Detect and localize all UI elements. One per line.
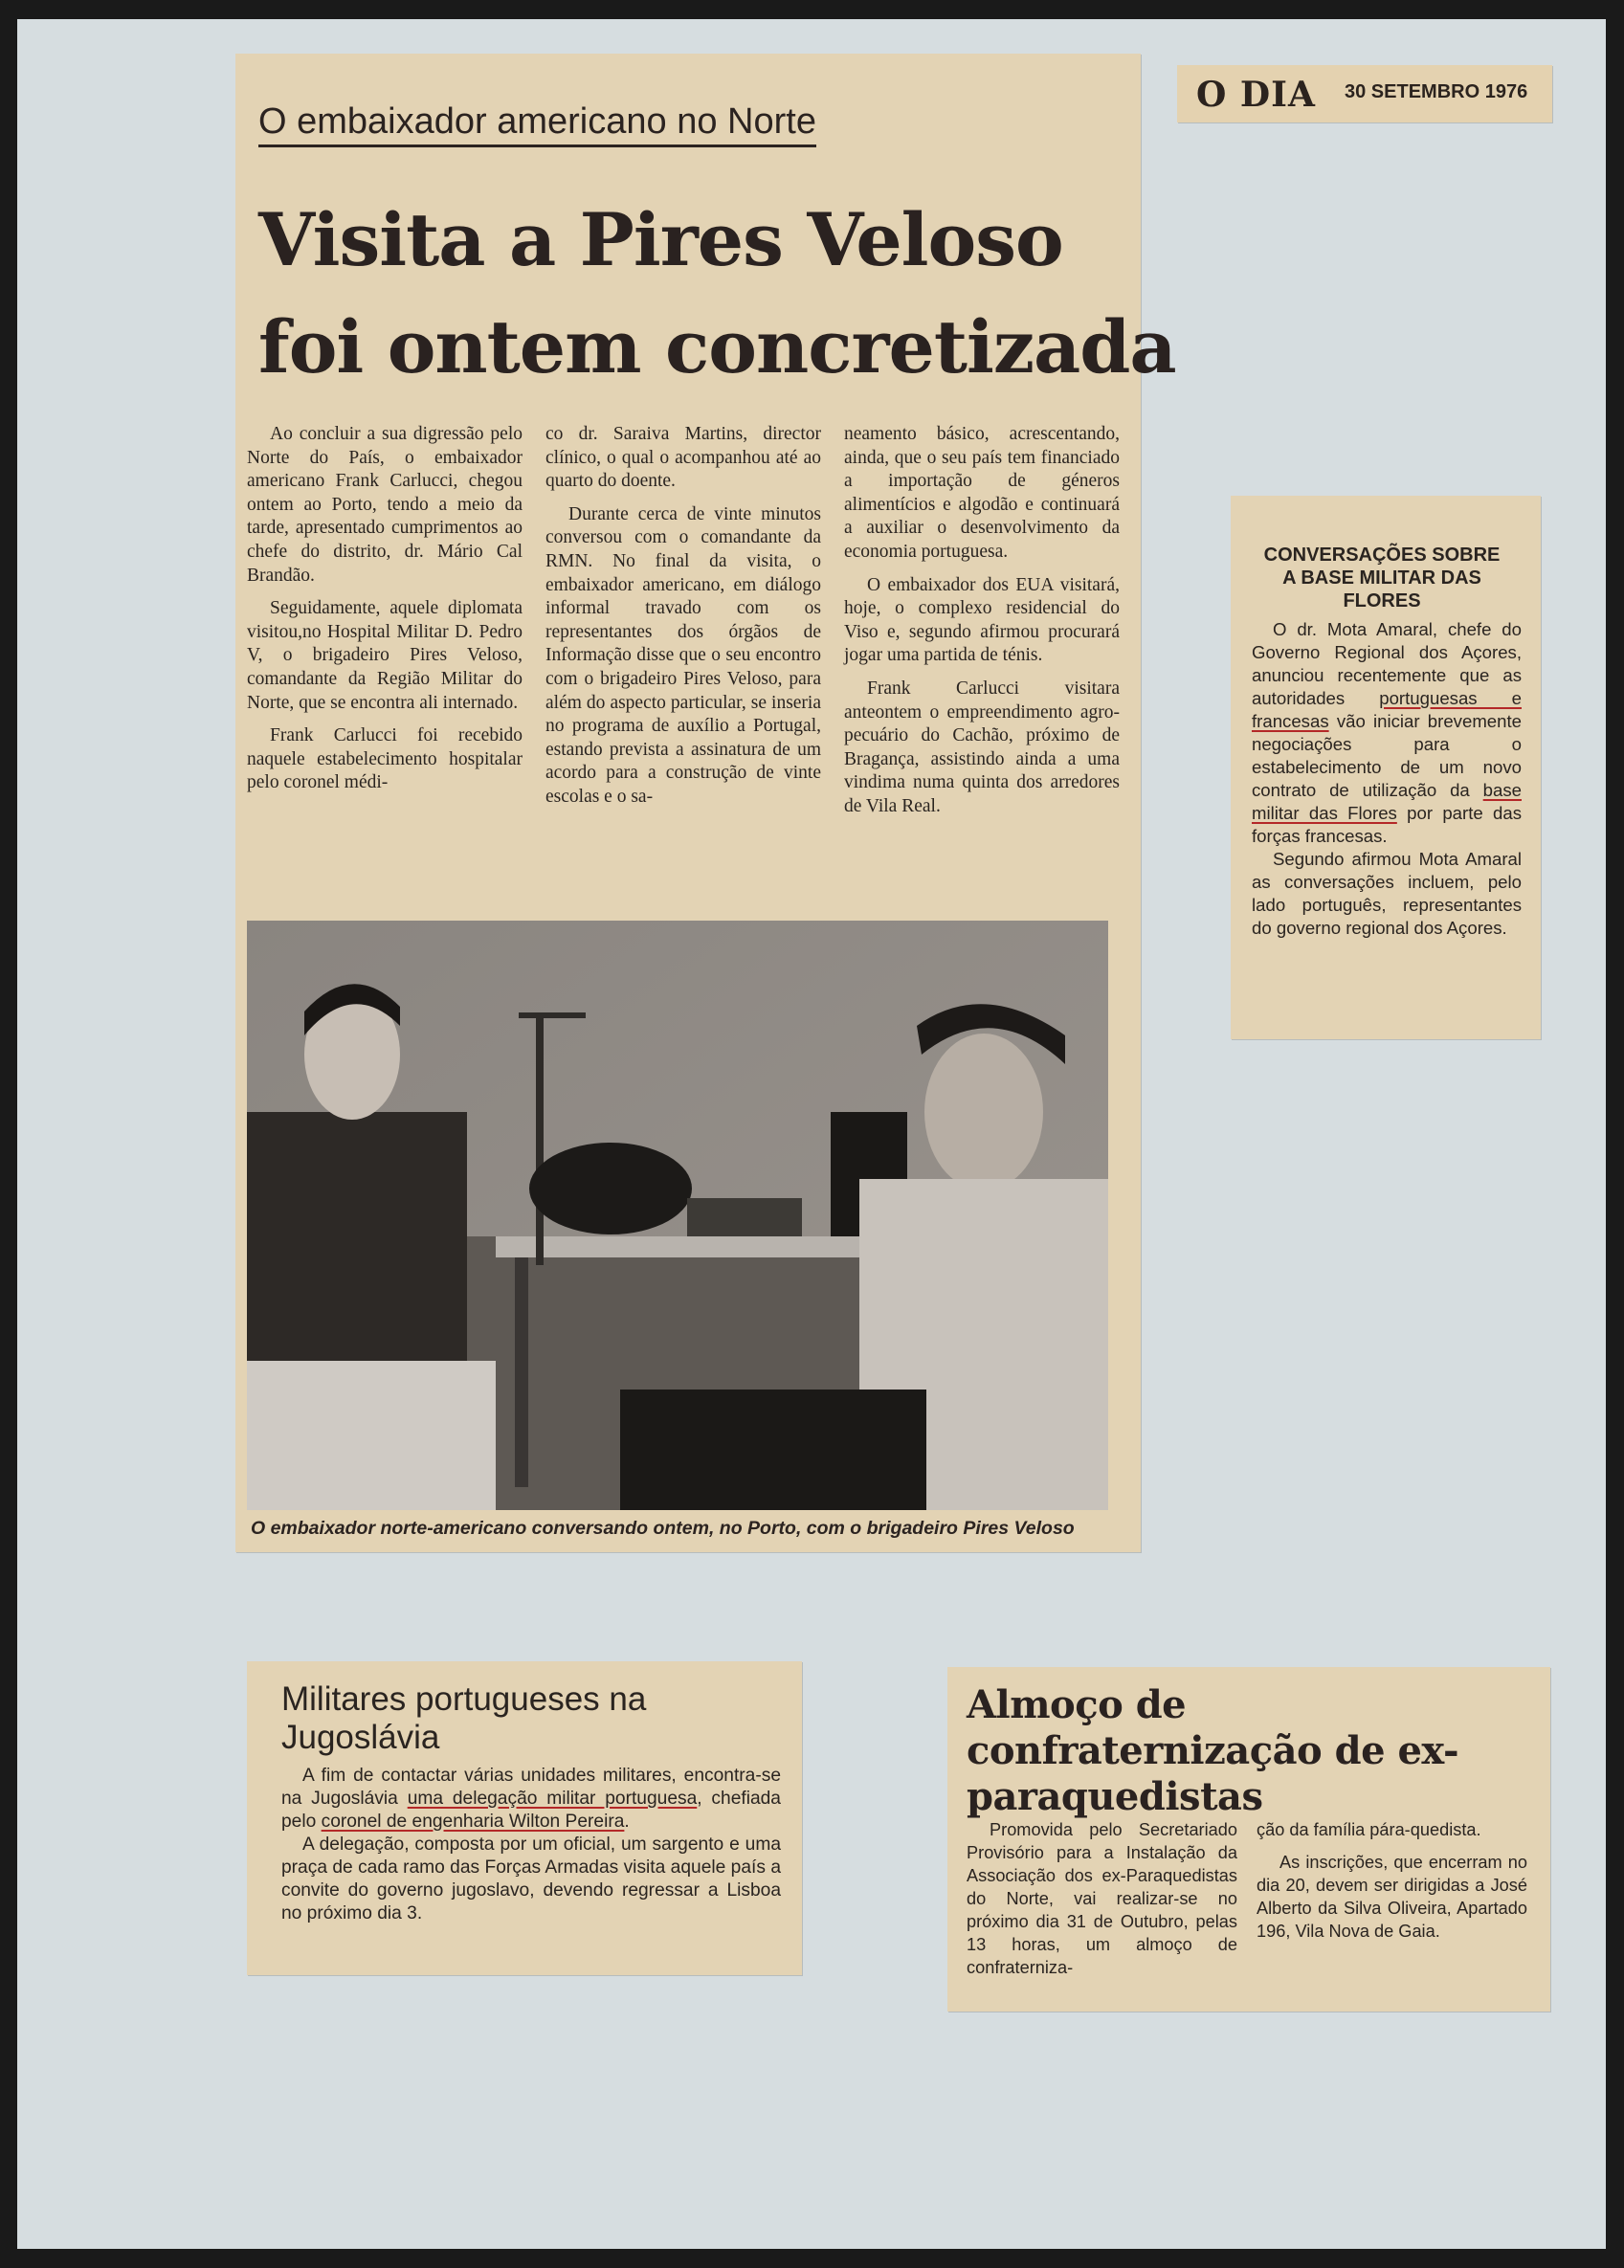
sidebar-paragraph-2: Segundo afirmou Mota Amaral as conversações incluem, pelo lado português, representantes do governo regional dos Açores. (1252, 849, 1522, 938)
paragraph: Seguidamente, aquele diplomata visitou,no Hospital Militar D. Pedro V, o brigadeiro Pires Veloso, comandante da Região Militar do Norte, que se encontra ali internado. (247, 598, 523, 713)
headline-line-1: Visita a Pires Veloso (258, 197, 1063, 282)
sidebar-headline: CONVERSAÇÕES SOBRE A BASE MILITAR DAS FLORES (1263, 545, 1501, 611)
paragraph: Ao concluir a sua digressão pelo Norte do País, o embaixador americano Frank Carlucci, chegou ontem ao Porto, tendo a meio da tarde, apresentado cumprimentos ao chefe do distrito, dr. Mário Cal Brandão. (247, 424, 523, 586)
underlined-phrase: coronel de engenharia Wilton Pereira (321, 1812, 625, 1832)
article-body (247, 423, 1120, 829)
paraquedistas-clipping (947, 1667, 1550, 2012)
paraquedistas-body (967, 1818, 1527, 1989)
article-column-2 (545, 423, 821, 829)
paragraph: Frank Carlucci visitara anteontem o empreendimento agro-pecuário do Cachão, próximo de Bragança, assistindo ainda a uma vindima numa quinta dos arredores de Vila Real. (844, 678, 1120, 816)
jugoslavia-paragraph-2: A delegação, composta por um oficial, um sargento e uma praça de cada ramo das Forças Armadas visita aquele país a convite do governo jugoslavo, devendo regressar a Lisboa no próximo dia 3. (281, 1834, 781, 1923)
archive-sheet (17, 19, 1606, 2249)
newspaper-name: O DIA (1196, 75, 1316, 115)
paraquedistas-column-1 (967, 1818, 1237, 1989)
article-column-3 (844, 423, 1120, 829)
paraquedistas-headline: Almoço de confraternização de ex-paraquedistas (967, 1682, 1459, 1819)
paraquedistas-column-2 (1257, 1818, 1527, 1989)
article-column-1 (247, 423, 523, 829)
sidebar-body (1252, 618, 1522, 940)
paragraph: Promovida pelo Secretariado Provisório para a Instalação da Associação dos ex-Paraquedistas do Norte, vai realizar-se no próximo dia 31 de Outubro, pelas 13 horas, um almoço de confraterniza- (967, 1820, 1237, 1977)
jugoslavia-paragraph-1: A fim de contactar várias unidades militares, encontra-se na Jugoslávia uma delegação militar portuguesa, chefiada pelo coronel de engenharia Wilton Pereira. (281, 1766, 781, 1832)
jugoslavia-clipping (247, 1661, 802, 1975)
paragraph: neamento básico, acrescentando, ainda, que o seu país tem financiado a importação de géneros alimentícios e algodão e continuará a auxiliar o desenvolvimento da economia portuguesa. (844, 424, 1120, 562)
paragraph: O embaixador dos EUA visitará, hoje, o complexo residencial do Viso e, segundo afirmou procurará jogar uma partida de ténis. (844, 574, 1120, 666)
paragraph: Durante cerca de vinte minutos conversou com o comandante da RMN. No final da visita, o embaixador americano, em diálogo informal travado com os representantes dos órgãos de Informação disse que o seu encontro com o brigadeiro Pires Veloso, para além do aspecto particular, se inseria no programa de auxílio a Portugal, estando prevista a assinatura de um acordo para a construção de vinte escolas e o sa- (545, 503, 821, 807)
headline-line-2: foi ontem concretizada (258, 304, 1176, 389)
paragraph: ção da família pára-quedista. (1257, 1820, 1481, 1839)
article-photo (247, 921, 1108, 1510)
article-kicker: O embaixador americano no Norte (258, 101, 816, 147)
underlined-phrase: base militar das Flores (1252, 780, 1522, 823)
paragraph: co dr. Saraiva Martins, director clínico, o qual o acompanhou até ao quarto do doente. (545, 424, 821, 492)
paragraph: As inscrições, que encerram no dia 20, devem ser dirigidas a José Alberto da Silva Oliveira, Apartado 196, Vila Nova de Gaia. (1257, 1853, 1527, 1941)
sidebar-paragraph-1: O dr. Mota Amaral, chefe do Governo Regional dos Açores, anunciou recentemente que as autoridades portuguesas e francesas vão iniciar brevemente negociações para o estabelecimento de um novo contrato de utilização da base militar das Flores por parte das forças francesas. (1252, 619, 1522, 846)
underlined-phrase: portuguesas e francesas (1252, 688, 1522, 731)
main-article-clipping (235, 54, 1176, 1552)
photo-caption: O embaixador norte-americano conversando ontem, no Porto, com o brigadeiro Pires Veloso (251, 1518, 1075, 1539)
newspaper-date: 30 SETEMBRO 1976 (1345, 81, 1528, 102)
paragraph: Frank Carlucci foi recebido naquele estabelecimento hospitalar pelo coronel médi- (247, 725, 523, 793)
jugoslavia-headline: Militares portugueses na Jugoslávia (281, 1680, 647, 1756)
jugoslavia-body (281, 1765, 781, 1925)
masthead-clipping (1177, 65, 1552, 122)
photo-illustration (247, 921, 1108, 1510)
sidebar-clipping (1231, 496, 1541, 1039)
underlined-phrase: uma delegação militar portuguesa (407, 1789, 698, 1809)
